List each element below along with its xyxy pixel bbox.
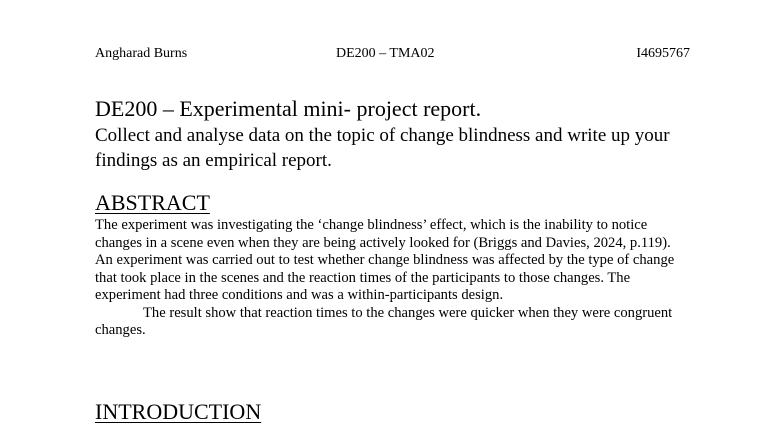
document-title: DE200 – Experimental mini- project report. xyxy=(95,96,482,121)
abstract-body xyxy=(95,217,685,340)
header-course-code: DE200 – TMA02 xyxy=(336,46,435,61)
header-author: Angharad Burns xyxy=(95,46,188,61)
page-header xyxy=(95,46,690,66)
document-subtitle: Collect and analyse data on the topic of change blindness and write up your findings as an empirical report. xyxy=(95,125,670,171)
abstract-paragraph-1: The experiment was investigating the ‘change blindness’ effect, which is the inability to notice changes in a scene even when they are being actively looked for (Briggs and Davies, 2024, p.119). An experiment was carried out to test whether change blindness was affected by the type of change that took place in the scenes and the reaction times of the participants to those changes. The experiment had three conditions and was a within-participants design. xyxy=(95,217,675,303)
header-student-id: I4695767 xyxy=(636,46,690,61)
introduction-heading: INTRODUCTION xyxy=(95,399,262,424)
abstract-heading: ABSTRACT xyxy=(95,190,210,215)
abstract-paragraph-2: The result show that reaction times to the changes were quicker when they were congruent changes. xyxy=(95,304,673,338)
